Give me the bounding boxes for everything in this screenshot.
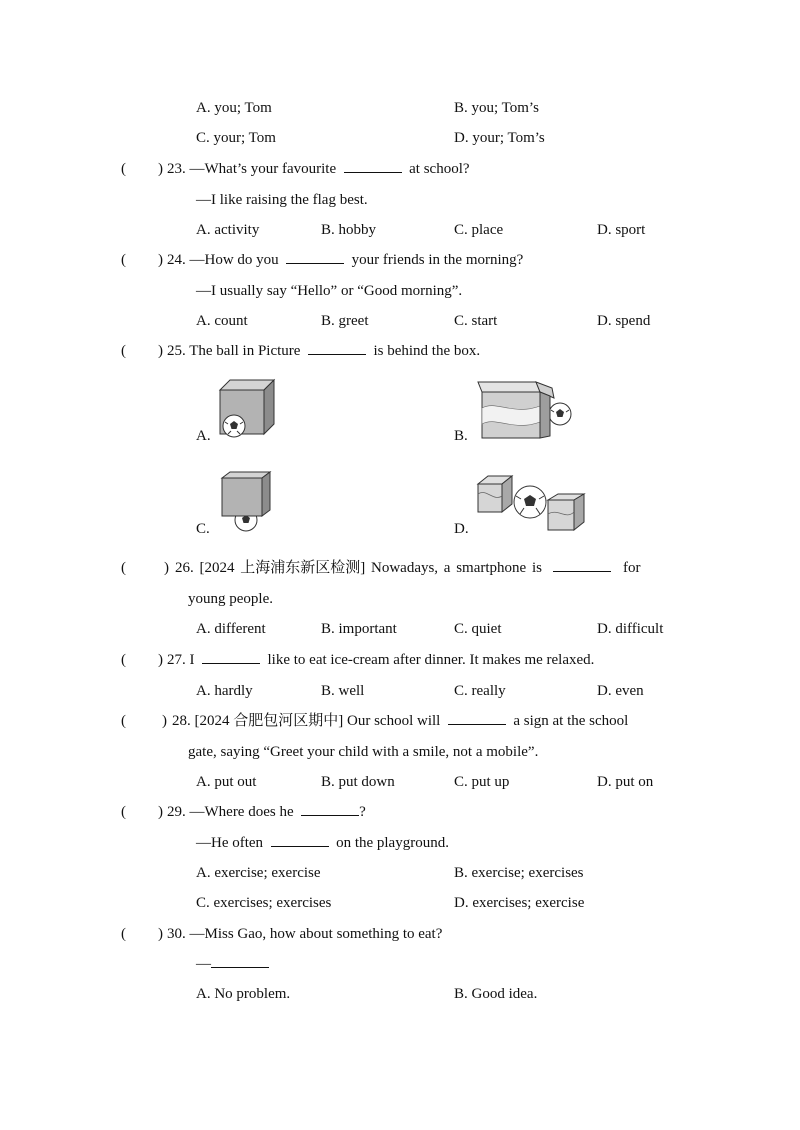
q30-reply: — — [196, 955, 269, 973]
q23-reply: —I like raising the flag best. — [196, 192, 368, 208]
q24-reply: —I usually say “Hello” or “Good morning”. — [196, 283, 463, 299]
q29-reply: —He often on the playground. — [196, 835, 449, 851]
q29-option-b[interactable]: B. exercise; exercises — [454, 865, 584, 881]
q25-answer-paren-open[interactable]: ( — [121, 343, 126, 359]
q23-answer-paren-close: ) — [158, 161, 163, 177]
q23-option-a[interactable]: A. activity — [196, 222, 260, 238]
q25-option-b[interactable]: B. — [454, 428, 468, 444]
soccer-ball-icon — [514, 486, 546, 518]
q30-answer-paren-close: ) — [158, 926, 163, 942]
q29-stem: 29. —Where does he ? — [167, 804, 366, 820]
q26-option-c[interactable]: C. quiet — [454, 621, 502, 637]
picture-d-boxes-ball[interactable] — [474, 470, 588, 534]
picture-a-box-ball[interactable] — [214, 378, 278, 442]
q29-option-c[interactable]: C. exercises; exercises — [196, 895, 332, 911]
q28-blank — [448, 712, 506, 725]
q24-option-c[interactable]: C. start — [454, 313, 498, 329]
q23-option-b[interactable]: B. hobby — [321, 222, 377, 238]
q30-blank — [211, 955, 269, 968]
q29-option-a[interactable]: A. exercise; exercise — [196, 865, 321, 881]
q24-answer-paren-close: ) — [158, 252, 163, 268]
q24-stem: 24. —How do you your friends in the morning? — [167, 252, 524, 268]
q23-stem: 23. —What’s your favourite at school? — [167, 161, 470, 177]
q25-blank — [308, 342, 366, 355]
q23-answer-paren-open[interactable]: ( — [121, 161, 126, 177]
q25-stem: 25. The ball in Picture is behind the box. — [167, 343, 481, 359]
q27-option-a[interactable]: A. hardly — [196, 683, 253, 699]
q28-option-b[interactable]: B. put down — [321, 774, 395, 790]
q28-stem: 28. [2024 合肥包河区期中] Our school will a sign at the school — [172, 713, 629, 729]
q26-stem: 26. [2024 上海浦东新区检测] Nowadays, a smartphone is for — [175, 560, 641, 576]
q24-option-d[interactable]: D. spend — [597, 313, 651, 329]
q24-blank — [286, 251, 344, 264]
q27-option-c[interactable]: C. really — [454, 683, 506, 699]
q22-option-d[interactable]: D. your; Tom’s — [454, 130, 545, 146]
q26-blank — [553, 559, 611, 572]
q27-answer-paren-open[interactable]: ( — [121, 652, 126, 668]
q25-option-d[interactable]: D. — [454, 521, 469, 537]
q27-answer-paren-close: ) — [158, 652, 163, 668]
q30-stem: 30. —Miss Gao, how about something to eat? — [167, 926, 443, 942]
q29-blank-1 — [301, 803, 359, 816]
q28-option-a[interactable]: A. put out — [196, 774, 257, 790]
q28-answer-paren-open[interactable]: ( — [121, 713, 126, 729]
q29-option-d[interactable]: D. exercises; exercise — [454, 895, 585, 911]
q29-blank-2 — [271, 834, 329, 847]
q27-stem: 27. I like to eat ice-cream after dinner. It makes me relaxed. — [167, 652, 595, 668]
q26-option-b[interactable]: B. important — [321, 621, 397, 637]
q22-option-b[interactable]: B. you; Tom’s — [454, 100, 539, 116]
q25-option-a[interactable]: A. — [196, 428, 211, 444]
picture-c-box-ball[interactable] — [216, 470, 274, 534]
q24-answer-paren-open[interactable]: ( — [121, 252, 126, 268]
q26-option-a[interactable]: A. different — [196, 621, 266, 637]
q23-option-d[interactable]: D. sport — [597, 222, 646, 238]
soccer-ball-icon — [549, 403, 571, 425]
q28-option-c[interactable]: C. put up — [454, 774, 510, 790]
q27-option-b[interactable]: B. well — [321, 683, 365, 699]
q25-option-c[interactable]: C. — [196, 521, 210, 537]
q24-option-b[interactable]: B. greet — [321, 313, 369, 329]
q30-option-b[interactable]: B. Good idea. — [454, 986, 538, 1002]
q23-blank — [344, 160, 402, 173]
q29-answer-paren-open[interactable]: ( — [121, 804, 126, 820]
q26-answer-paren-open[interactable]: ( — [121, 560, 126, 576]
q28-stem-line2: gate, saying “Greet your child with a smile, not a mobile”. — [188, 744, 539, 760]
q22-option-c[interactable]: C. your; Tom — [196, 130, 276, 146]
q30-option-a[interactable]: A. No problem. — [196, 986, 291, 1002]
q27-option-d[interactable]: D. even — [597, 683, 644, 699]
q30-answer-paren-open[interactable]: ( — [121, 926, 126, 942]
q28-answer-paren-close: ) — [162, 713, 167, 729]
q23-option-c[interactable]: C. place — [454, 222, 504, 238]
q29-answer-paren-close: ) — [158, 804, 163, 820]
q26-option-d[interactable]: D. difficult — [597, 621, 664, 637]
q25-answer-paren-close: ) — [158, 343, 163, 359]
q24-option-a[interactable]: A. count — [196, 313, 248, 329]
q28-option-d[interactable]: D. put on — [597, 774, 654, 790]
q22-option-a[interactable]: A. you; Tom — [196, 100, 272, 116]
q26-stem-line2: young people. — [188, 591, 273, 607]
q26-answer-paren-close: ) — [164, 560, 169, 576]
q27-blank — [202, 651, 260, 664]
soccer-ball-icon — [223, 415, 245, 437]
picture-b-box-ball[interactable] — [474, 378, 576, 442]
